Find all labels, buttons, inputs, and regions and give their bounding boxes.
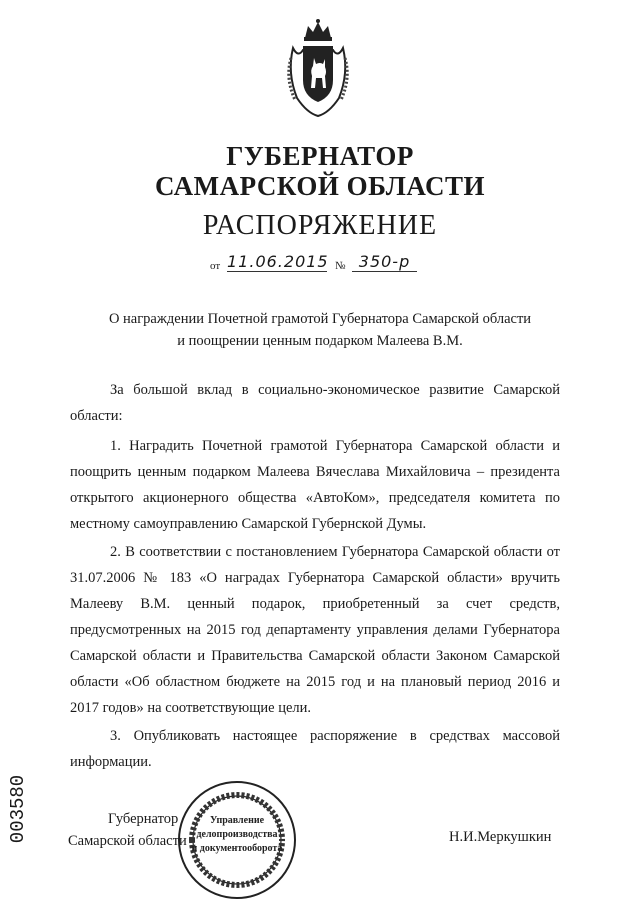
number-prefix: № <box>335 260 346 272</box>
signatory-name: Н.И.Меркушкин <box>449 829 552 845</box>
date-prefix: от <box>210 260 221 272</box>
coat-of-arms-emblem <box>283 18 353 118</box>
document-number: 350-р <box>352 252 417 272</box>
signatory-position-line-2: Самарской области <box>68 833 187 849</box>
item-1-paragraph: 1. Наградить Почетной грамотой Губернатора Самарской области и поощрить ценным подарком Малеева Вячеслава Михайловича – президента открытого акционерного общества «АвтоКом», председателя комитета по местному самоуправлению Самарской Губернской Думы. <box>70 438 560 532</box>
stamp-line-1: Управление <box>209 815 265 826</box>
governor-title: ГУБЕРНАТОР <box>226 141 414 171</box>
signatory-position-line-1: Губернатор <box>108 811 179 827</box>
stamp-line-2: делопроизводства <box>196 829 278 840</box>
document-subject <box>0 308 640 352</box>
archive-number <box>7 768 42 853</box>
region-title: САМАРСКОЙ ОБЛАСТИ <box>154 171 486 201</box>
document-date: 11.06.2015 <box>227 252 329 271</box>
registration-line <box>210 252 450 278</box>
document-body <box>70 377 560 775</box>
item-3-paragraph: 3. Опубликовать настоящее распоряжение в средствах массовой информации. <box>70 728 560 770</box>
official-stamp <box>172 775 302 905</box>
stamp-line-3: и документооборота <box>191 843 283 854</box>
intro-paragraph: За большой вклад в социально-экономическое развитие Самарской области: <box>70 382 560 424</box>
signatory-position <box>68 808 187 852</box>
item-2-paragraph: 2. В соответствии с постановлением Губернатора Самарской области от 31.07.2006 № 183 «О наградах Губернатора Самарской области» вручить Малееву В.М. ценный подарок, приобретенный за счет средств, предусмотренных на 2015 год департаменту управления делами Губернатора Самарской области и Правительства Самарской области Законом Самарской области «Об областном бюджете на 2015 год и на плановый период 2016 и 2017 годов» на соответствующие цели. <box>70 544 560 716</box>
subject-line-1: О награждении Почетной грамотой Губернатора Самарской области <box>108 311 532 327</box>
document-type: РАСПОРЯЖЕНИЕ <box>202 210 438 241</box>
archive-number-text: 003580 <box>7 774 30 844</box>
subject-line-2: и поощрении ценным подарком Малеева В.М. <box>177 333 463 349</box>
